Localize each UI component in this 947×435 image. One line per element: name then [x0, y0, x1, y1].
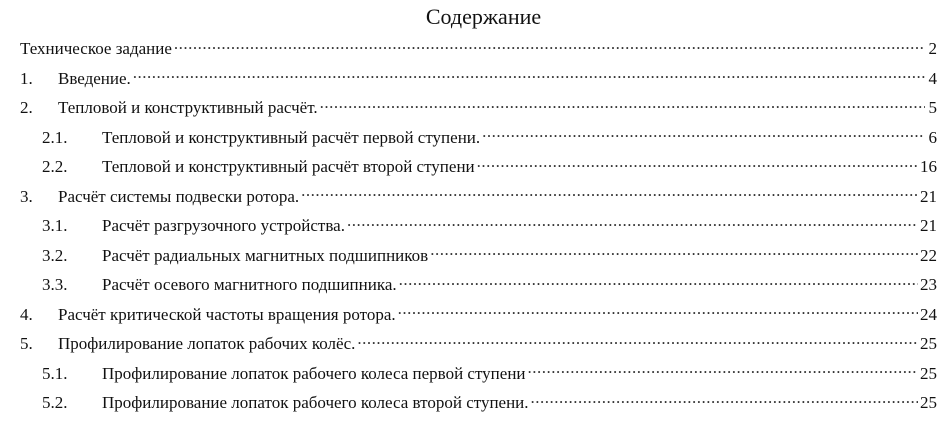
toc-title: Содержание: [425, 4, 542, 29]
dot-leader: [133, 67, 925, 84]
toc-entry-number: 2.2.: [42, 157, 68, 176]
toc-entry-label: Расчёт осевого магнитного подшипника.: [102, 275, 397, 294]
toc-entry-number: 3.: [20, 186, 33, 206]
toc-entry-number: 2.: [20, 98, 33, 117]
toc-entry-label: Расчёт системы подвески ротора.: [58, 186, 300, 206]
toc-entry-label: Техническое задание: [20, 39, 172, 58]
toc-entry-page: 21: [920, 216, 937, 235]
toc-entry-page: 5: [928, 98, 937, 117]
toc-entry-label: Профилирование лопаток рабочего колеса первой ступени: [102, 363, 526, 383]
toc-entry-number: 3.3.: [42, 275, 68, 294]
toc-entry-number: 3.2.: [42, 245, 68, 265]
dot-leader: [301, 185, 918, 202]
dot-leader: [357, 332, 918, 349]
toc-entry-page: 25: [920, 393, 937, 412]
dot-leader: [347, 214, 918, 231]
toc-entry-number: 3.1.: [42, 216, 68, 235]
toc-entry-number: 5.1.: [42, 363, 68, 383]
toc-entry-page: 24: [920, 304, 937, 324]
toc-entry-number: 1.: [20, 68, 33, 88]
toc-entry-label: Тепловой и конструктивный расчёт второй ступени: [102, 157, 475, 176]
toc-entry-2[interactable]: [20, 93, 937, 123]
toc-entry-4[interactable]: [20, 300, 937, 330]
toc-entry-page: 2: [928, 39, 937, 58]
toc-entry-3[interactable]: [20, 182, 937, 212]
toc-entry-5-1[interactable]: [20, 359, 937, 389]
toc-entry-page: 21: [920, 186, 937, 206]
toc-entry-label: Профилирование лопаток рабочего колеса второй ступени.: [102, 393, 529, 412]
dot-leader: [320, 96, 925, 113]
toc-entry-label: Профилирование лопаток рабочих колёс.: [58, 334, 356, 353]
toc-entry-technical-task[interactable]: [20, 34, 937, 64]
toc-entry-label: Расчёт разгрузочного устройства.: [102, 216, 345, 235]
toc-entry-page: 22: [920, 245, 937, 265]
toc-entry-label: Расчёт радиальных магнитных подшипников: [102, 245, 429, 265]
toc-entry-page: 23: [920, 275, 937, 294]
toc-entry-number: 4.: [20, 304, 33, 324]
dot-leader: [482, 126, 925, 143]
toc-entry-page: 25: [920, 334, 937, 353]
toc-entry-1[interactable]: [20, 64, 937, 94]
toc-entry-5[interactable]: [20, 329, 937, 359]
toc-entry-page: 16: [920, 157, 937, 176]
dot-leader: [174, 37, 925, 54]
toc-entry-3-2[interactable]: [20, 241, 937, 271]
toc-entry-label: Тепловой и конструктивный расчёт.: [58, 98, 318, 117]
toc-entry-2-1[interactable]: [20, 123, 937, 153]
toc-entry-5-2[interactable]: [20, 388, 937, 418]
toc-entry-3-1[interactable]: [20, 211, 937, 241]
toc-entry-page: 6: [928, 127, 937, 147]
toc-entry-number: 2.1.: [42, 127, 68, 147]
toc-entry-number: 5.: [20, 334, 33, 353]
toc-entry-2-2[interactable]: [20, 152, 937, 182]
dot-leader: [531, 391, 918, 408]
toc-list: [20, 34, 937, 418]
dot-leader: [528, 362, 918, 379]
toc-entry-3-3[interactable]: [20, 270, 937, 300]
toc-entry-label: Расчёт критической частоты вращения ротора.: [58, 304, 396, 324]
toc-entry-label: Тепловой и конструктивный расчёт первой ступени.: [102, 127, 481, 147]
toc-entry-page: 25: [920, 363, 937, 383]
toc-entry-number: 5.2.: [42, 393, 68, 412]
dot-leader: [430, 244, 918, 261]
dot-leader: [398, 303, 918, 320]
dot-leader: [477, 155, 918, 172]
dot-leader: [399, 273, 918, 290]
toc-entry-label: Введение.: [58, 68, 131, 88]
toc-entry-page: 4: [928, 68, 937, 88]
